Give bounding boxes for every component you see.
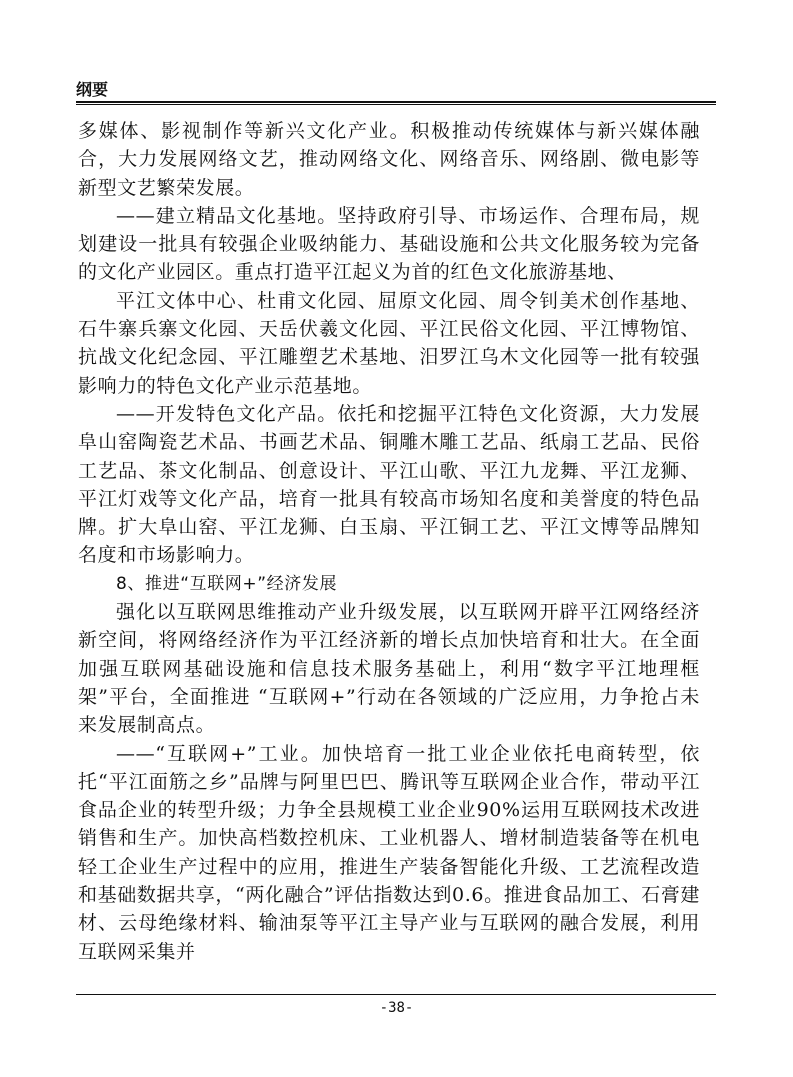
paragraph-cultural-products: ——开发特色文化产品。依托和挖掘平江特色文化资源，大力发展阜山窑陶瓷艺术品、书画艺术品、铜雕木雕工艺品、纸扇工艺品、民俗工艺品、茶文化制品、创意设计、平江山歌、平江九龙舞、平江龙狮、平江灯戏等文化产品，培育一批具有较高市场知名度和美誉度的特色品牌。扩大阜山窑、平江龙狮、白玉扇、平江铜工艺、平江文博等品牌知名度和市场影响力。: [78, 402, 700, 567]
footer-rule: [76, 994, 716, 995]
section-heading: 8、推进“互联网+”经济发展: [116, 573, 338, 594]
paragraph-internet-industry: ——“互联网+”工业。加快培育一批工业企业依托电商转型，依托“平江面筋之乡”品牌与阿里巴巴、腾讯等互联网企业合作，带动平江食品企业的转型升级；力争全县规模工业企业90%运用互联网技术改进销售和生产。加快高档数控机床、工业机器人、增材制造装备等在机电轻工企业生产过程中的应用，推进生产装备智能化升级、工艺流程改造和基础数据共享，“两化融合”评估指数达到0.6。推进食品加工、石膏建材、云母绝缘材料、输油泵等平江主导产业与互联网的融合发展，利用互联网采集并: [78, 742, 700, 963]
paragraph-cultural-sites: 平江文体中心、杜甫文化园、屈原文化园、周令钊美术创作基地、石牛寨兵寨文化园、天岳伏羲文化园、平江民俗文化园、平江博物馆、抗战文化纪念园、平江雕塑艺术基地、汨罗江乌木文化园等一批有较强影响力的特色文化产业示范基地。: [78, 289, 700, 397]
header-rule-thin: [76, 104, 716, 105]
paragraph-continuation: 多媒体、影视制作等新兴文化产业。积极推动传统媒体与新兴媒体融合，大力发展网络文艺，推动网络文化、网络音乐、网络剧、微电影等新型文艺繁荣发展。: [78, 120, 700, 199]
paragraph-cultural-base: ——建立精品文化基地。坚持政府引导、市场运作、合理布局，规划建设一批具有较强企业吸纳能力、基础设施和公共文化服务较为完备的文化产业园区。重点打造平江起义为首的红色文化旅游基地、: [78, 204, 700, 284]
running-header: 纲要: [76, 80, 109, 99]
paragraph-internet-economy: 强化以互联网思维推动产业升级发展，以互联网开辟平江网络经济新空间，将网络经济作为平江经济新的增长点加快培育和壮大。在全面加强互联网基础设施和信息技术服务基础上，利用“数字平江地理框架”平台，全面推进 “互联网+”行动在各领域的广泛应用，力争抢占未来发展制高点。: [78, 601, 700, 737]
body-text: [78, 117, 700, 966]
header-rule-thick: [76, 101, 716, 103]
page-number: -38-: [379, 1000, 414, 1016]
